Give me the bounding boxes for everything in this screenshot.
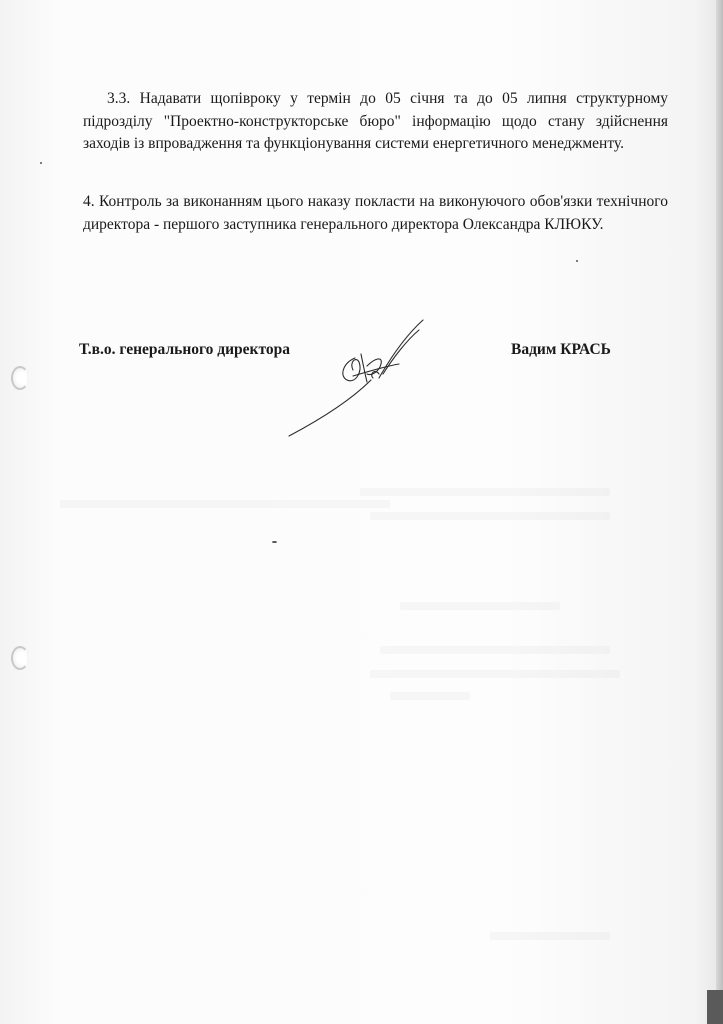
bleed-through-line [400, 602, 560, 610]
bleed-through-line [60, 500, 390, 508]
scan-speck [40, 162, 42, 164]
paragraph-number: 4. [83, 193, 95, 210]
paragraph-4 [83, 191, 668, 236]
paragraph-text: Надавати щопівроку у термін до 05 січня та до 05 липня структурному підрозділу "Проектно-конструкторське бюро" інформацію щодо стану здійснення заходів із впровадження та функціонування системи енергетичного менеджменту. [83, 90, 669, 152]
paragraph-3-3 [83, 88, 668, 156]
punch-hole [11, 366, 29, 390]
punch-hole [11, 646, 29, 670]
scan-speck [272, 541, 277, 543]
signatory-name: Вадим КРАСЬ [511, 341, 611, 358]
paragraph-text: Контроль за виконанням цього наказу покласти на виконуючого обов'язки технічного директора - першого заступника генерального директора Олександра КЛЮКУ. [83, 193, 668, 233]
scan-edge-shadow [716, 0, 723, 1024]
bleed-through-line [390, 692, 470, 700]
handwritten-signature [283, 318, 433, 438]
paragraph-number: 3.3. [107, 90, 131, 107]
signatory-title: Т.в.о. генерального директора [79, 341, 291, 358]
bleed-through-line [370, 670, 620, 678]
scan-edge-mark [707, 990, 723, 1024]
bleed-through-line [370, 512, 610, 520]
bleed-through-line [380, 646, 610, 654]
bleed-through-line [360, 488, 610, 496]
bleed-through-line [490, 932, 610, 940]
scan-speck [576, 260, 578, 262]
